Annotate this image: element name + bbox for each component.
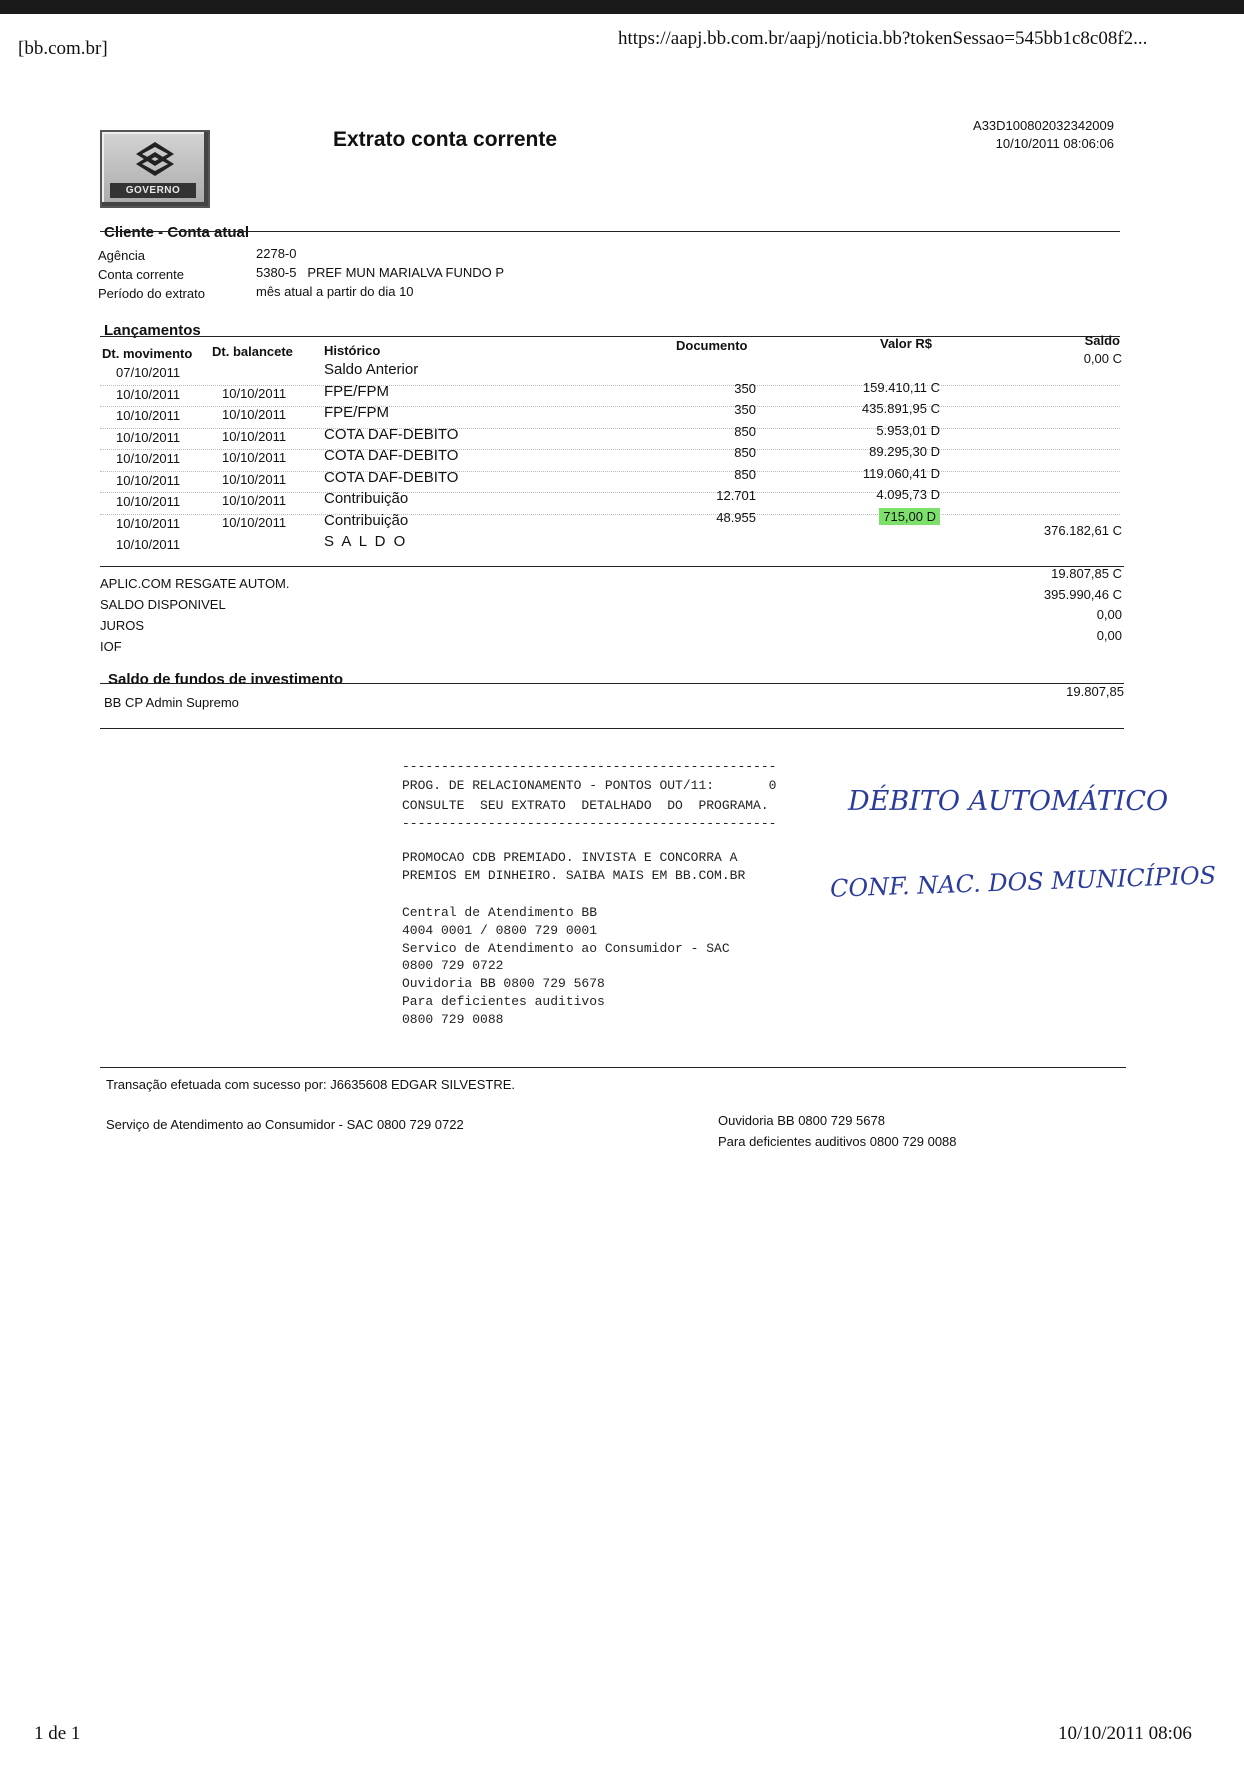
summary-value: 395.990,46 C: [1043, 586, 1122, 602]
ouvidoria-text: Ouvidoria BB 0800 729 5678: [718, 1113, 885, 1128]
cell-documento: 850: [734, 445, 756, 460]
cell-valor: [820, 487, 940, 502]
cell-dt-movimento: 10/10/2011: [116, 386, 181, 402]
value-text: 435.891,95 C: [861, 401, 940, 416]
summary-value: 0,00: [1096, 627, 1122, 643]
transaction-text: Transação efetuada com sucesso por: J6635608 EDGAR SILVESTRE.: [106, 1077, 515, 1092]
summary-label: APLIC.COM RESGATE AUTOM.: [100, 576, 290, 591]
col-valor: Valor R$: [880, 336, 933, 351]
bb-governo-logo: [100, 130, 210, 208]
cell-documento: 850: [734, 423, 756, 439]
dashed-rule: ------------------------------------------------: [402, 759, 777, 774]
cell-dt-balancete: 10/10/2011: [222, 450, 287, 465]
cell-dt-balancete: 10/10/2011: [222, 428, 287, 444]
cell-dt-balancete: 10/10/2011: [222, 471, 287, 487]
fundo-name: BB CP Admin Supremo: [104, 695, 239, 710]
site-label: [bb.com.br]: [18, 38, 108, 59]
cell-valor: [820, 380, 940, 395]
cell-dt-movimento: 07/10/2011: [116, 365, 181, 380]
promo-line-2: PREMIOS EM DINHEIRO. SAIBA MAIS EM BB.COM.BR: [402, 868, 746, 883]
prog-line-2: CONSULTE SEU EXTRATO DETALHADO DO PROGRAMA.: [402, 798, 769, 813]
cell-historico: S A L D O: [324, 533, 408, 550]
cell-dt-movimento: 10/10/2011: [116, 429, 181, 445]
cell-historico: COTA DAF-DEBITO: [324, 468, 459, 486]
client-field-value: mês atual a partir do dia 10: [256, 284, 414, 299]
cell-historico: Contribuição: [324, 511, 409, 529]
cell-valor: [820, 401, 940, 416]
prog-line-1: PROG. DE RELACIONAMENTO - PONTOS OUT/11: 0: [402, 778, 777, 793]
summary-label: JUROS: [100, 618, 145, 633]
fundo-value: 19.807,85: [1066, 684, 1124, 699]
value-text: 119.060,41 D: [862, 465, 940, 481]
cell-historico: Contribuição: [324, 490, 409, 507]
cell-historico: COTA DAF-DEBITO: [324, 425, 459, 443]
cell-valor: [820, 444, 940, 459]
value-text: 89.295,30 D: [869, 444, 940, 459]
document-id: A33D100802032342009: [973, 118, 1114, 133]
contact-line: 4004 0001 / 0800 729 0001: [402, 922, 598, 938]
fundos-title: Saldo de fundos de investimento: [108, 671, 344, 688]
cell-dt-balancete: 10/10/2011: [222, 407, 287, 422]
contact-line: 0800 729 0088: [402, 1011, 504, 1027]
divider: [100, 231, 1120, 232]
contact-line: Servico de Atendimento ao Consumidor - SAC: [402, 940, 730, 956]
value-text: 4.095,73 D: [876, 487, 940, 502]
promo-line-1: PROMOCAO CDB PREMIADO. INVISTA E CONCORRA A: [402, 850, 738, 865]
cell-documento: 48.955: [716, 509, 756, 525]
divider: [100, 728, 1124, 729]
summary-value: 19.807,85 C: [1051, 566, 1122, 581]
summary-value: 0,00: [1096, 607, 1122, 622]
cell-documento: 12.701: [716, 488, 756, 503]
cell-dt-movimento: 10/10/2011: [116, 408, 181, 423]
cell-dt-balancete: 10/10/2011: [222, 385, 287, 401]
cell-dt-movimento: 10/10/2011: [116, 451, 181, 466]
client-field-label: Conta corrente: [98, 267, 184, 282]
client-field-value: 5380-5 PREF MUN MARIALVA FUNDO P: [256, 265, 505, 280]
col-historico: Histórico: [324, 343, 381, 358]
col-dt-movimento: Dt. movimento: [102, 346, 193, 361]
client-section-title: Cliente - Conta atual: [104, 224, 250, 241]
client-field-label: Período do extrato: [98, 286, 205, 301]
contact-line: Central de Atendimento BB: [402, 905, 598, 920]
page-counter: 1 de 1: [34, 1723, 81, 1744]
cell-dt-balancete: 10/10/2011: [222, 493, 287, 508]
cell-valor: [820, 466, 940, 481]
cell-historico: COTA DAF-DEBITO: [324, 447, 459, 464]
page-url[interactable]: https://aapj.bb.com.br/aapj/noticia.bb?tokenSessao=545bb1c8c08f2...: [618, 28, 1148, 49]
cell-valor: [820, 423, 940, 438]
sac-text: Serviço de Atendimento ao Consumidor - SAC 0800 729 0722: [106, 1117, 464, 1132]
summary-label: SALDO DISPONIVEL: [100, 597, 226, 612]
divider: [100, 683, 1124, 684]
lancamentos-title: Lançamentos: [104, 322, 201, 339]
client-field-label: Agência: [98, 248, 145, 263]
value-text: 159.410,11 C: [862, 379, 940, 395]
cell-saldo: 0,00 C: [1083, 351, 1122, 366]
page-title: Extrato conta corrente: [333, 128, 558, 151]
cell-dt-movimento: 10/10/2011: [116, 494, 181, 509]
logo-caption: GOVERNO: [110, 183, 196, 198]
scan-edge: [0, 0, 1244, 14]
col-dt-balancete: Dt. balancete: [212, 344, 293, 359]
divider: [100, 336, 1120, 337]
divider: [100, 1067, 1126, 1068]
highlighted-value: 715,00 D: [879, 508, 940, 525]
handwritten-note-1: DÉBITO AUTOMÁTICO: [848, 786, 1169, 817]
client-field-value: 2278-0: [256, 246, 297, 261]
contact-line: Para deficientes auditivos: [402, 994, 605, 1009]
cell-dt-movimento: 10/10/2011: [116, 537, 181, 552]
cell-dt-movimento: 10/10/2011: [116, 515, 181, 531]
cell-documento: 350: [734, 380, 756, 396]
cell-saldo: 376.182,61 C: [1043, 523, 1122, 538]
document-datetime: 10/10/2011 08:06:06: [995, 136, 1114, 151]
deficientes-text: Para deficientes auditivos 0800 729 0088: [718, 1134, 957, 1149]
cell-dt-movimento: 10/10/2011: [116, 472, 181, 488]
cell-documento: 350: [734, 402, 756, 417]
col-saldo: Saldo: [1084, 333, 1120, 348]
bb-logo-icon: [132, 140, 178, 178]
cell-documento: 850: [734, 466, 756, 482]
contact-line: Ouvidoria BB 0800 729 5678: [402, 976, 605, 992]
handwritten-note-2: CONF. NAC. DOS MUNICÍPIOS: [829, 861, 1217, 903]
divider: [100, 566, 1124, 567]
contact-line: 0800 729 0722: [402, 958, 504, 974]
cell-valor: [820, 509, 940, 524]
summary-label: IOF: [100, 639, 122, 654]
cell-historico: Saldo Anterior: [324, 361, 419, 378]
dashed-rule: ------------------------------------------------: [402, 816, 777, 831]
value-text: 5.953,01 D: [876, 422, 940, 438]
cell-dt-balancete: 10/10/2011: [222, 514, 287, 530]
cell-historico: FPE/FPM: [324, 382, 390, 400]
cell-historico: FPE/FPM: [324, 404, 390, 421]
print-datetime: 10/10/2011 08:06: [1058, 1723, 1192, 1744]
col-documento: Documento: [676, 338, 748, 353]
